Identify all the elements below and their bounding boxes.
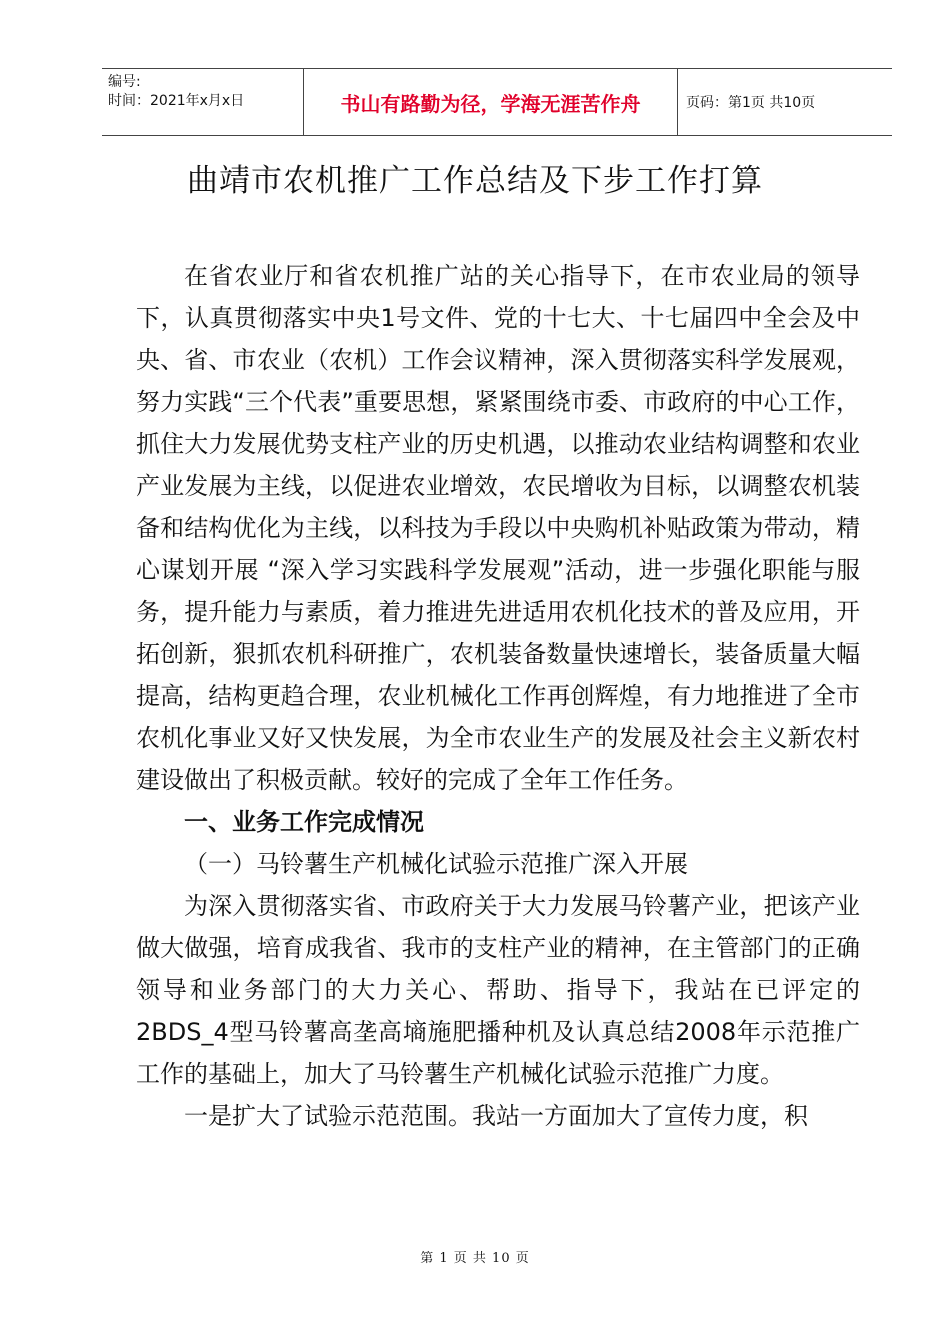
page-header: [102, 68, 892, 136]
paragraph-intro: 在省农业厅和省农机推广站的关心指导下，在市农业局的领导下，认真贯彻落实中央1号文件、党的十七大、十七届四中全会及中央、省、市农业（农机）工作会议精神，深入贯彻落实科学发展观，努力实践“三个代表”重要思想，紧紧围绕市委、市政府的中心工作，抓住大力发展优势支柱产业的历史机遇，以推动农业结构调整和农业产业发展为主线，以促进农业增效，农民增收为目标，以调整农机装备和结构优化为主线，以科技为手段以中央购机补贴政策为带动，精心谋划开展 “深入学习实践科学发展观”活动，进一步强化职能与服务，提升能力与素质，着力推进先进适用农机化技术的普及应用，开拓创新，狠抓农机科研推广，农机装备数量快速增长，装备质量大幅提高，结构更趋合理，农业机械化工作再创辉煌，有力地推进了全市农机化事业又好又快发展，为全市农业生产的发展及社会主义新农村建设做出了积极贡献。较好的完成了全年工作任务。: [136, 262, 860, 794]
section-heading: 一、业务工作完成情况: [184, 808, 424, 836]
header-meta: [102, 69, 304, 135]
page-footer: 第 1 页 共 10 页: [420, 1251, 530, 1266]
paragraph-body: 为深入贯彻落实省、市政府关于大力发展马铃薯产业，把该产业做大做强，培育成我省、我市的支柱产业的精神，在主管部门的正确领导和业务部门的大力关心、帮助、指导下，我站在已评定的2BDS_4型马铃薯高垄高墒施肥播种机及认真总结2008年示范推广工作的基础上，加大了马铃薯生产机械化试验示范推广力度。: [136, 892, 860, 1088]
paragraph-body-continued: 一是扩大了试验示范范围。我站一方面加大了宣传力度，积: [184, 1102, 808, 1130]
document-number-label: 编号:: [108, 74, 141, 90]
document-body: [136, 255, 860, 1137]
header-page-code: 页码：第1页 共10页: [686, 95, 816, 111]
document-title: 曲靖市农机推广工作总结及下步工作打算: [187, 163, 763, 199]
subsection-heading: （一）马铃薯生产机械化试验示范推广深入开展: [184, 850, 688, 878]
document-time-label: 时间：2021年x月x日: [108, 93, 245, 109]
header-motto: 书山有路勤为径，学海无涯苦作舟: [304, 69, 678, 135]
